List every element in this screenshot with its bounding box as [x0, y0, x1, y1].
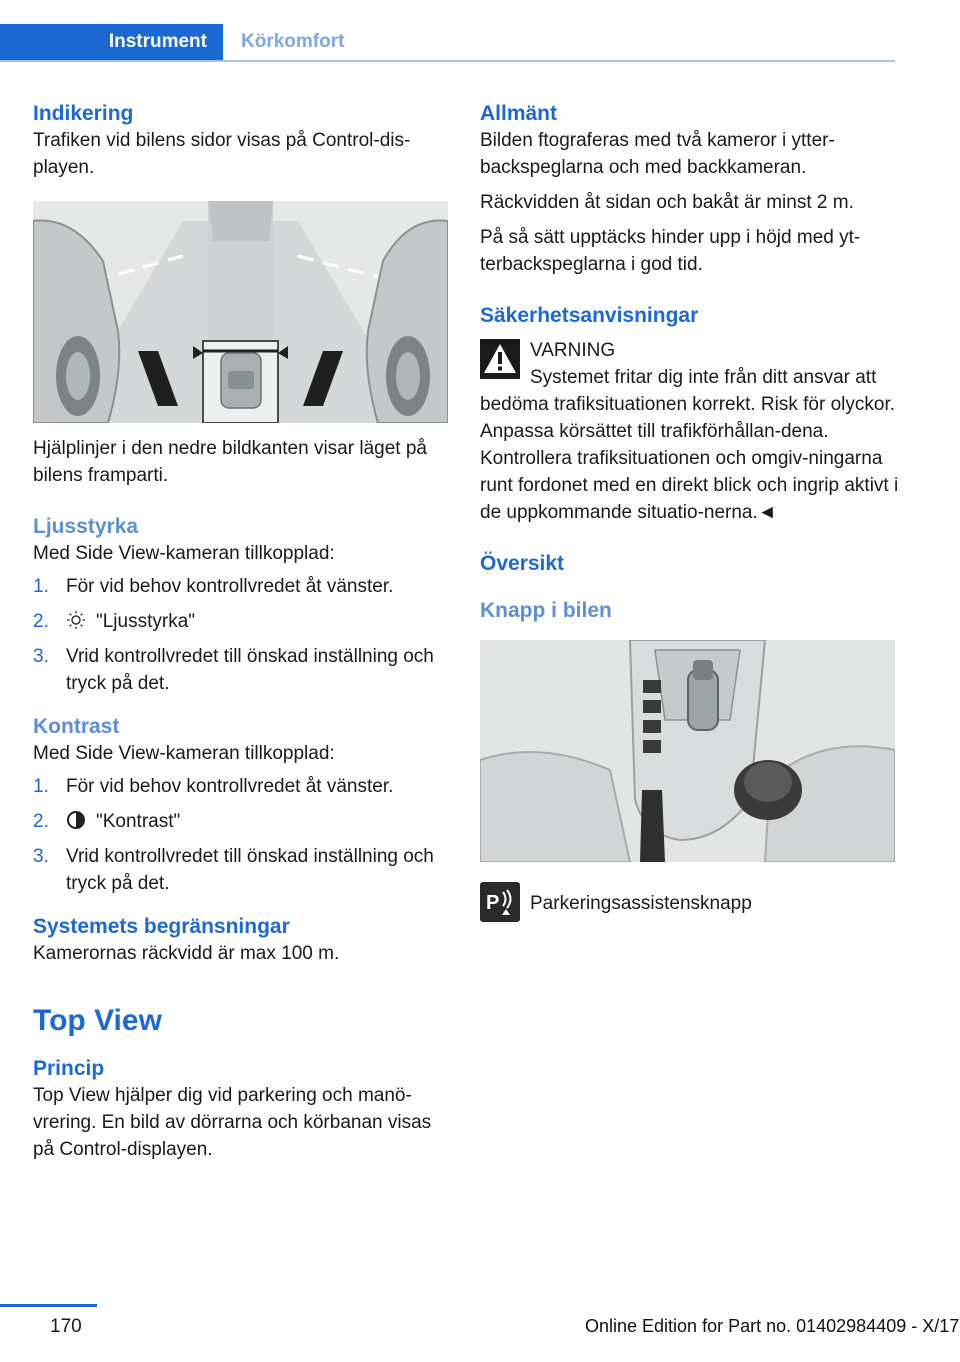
ljusstyrka-intro: Med Side View-kameran tillkopplad:: [33, 543, 335, 564]
console-figure: [480, 640, 895, 862]
brightness-icon: [66, 610, 86, 630]
warning-triangle-icon: [480, 339, 520, 379]
list-item: 1. För vid behov kontrollvredet åt vänster.: [33, 576, 394, 597]
sakerhet-heading: Säkerhetsanvisningar: [480, 304, 699, 327]
list-item: 1. För vid behov kontrollvredet åt vänster.: [33, 776, 394, 797]
oversikt-heading: Översikt: [480, 552, 565, 575]
begransningar-heading: Systemets begränsningar: [33, 915, 290, 938]
footer-divider: [0, 1304, 97, 1307]
ljusstyrka-steps: [33, 573, 448, 697]
top-view-heading: Top View: [33, 1004, 162, 1037]
parking-assistant-button-icon: [480, 882, 520, 922]
princip-heading: Princip: [33, 1057, 105, 1080]
allmant-heading: Allmänt: [480, 102, 558, 125]
header-divider: [0, 60, 895, 62]
list-item: 3. Vrid kontrollvredet till önskad inställning och tryck på det.: [33, 646, 434, 694]
allmant-paragraph-2: Räckvidden åt sidan och bakåt är minst 2 m.: [480, 192, 854, 213]
parking-assist-row: [480, 882, 900, 922]
svg-text:P: P: [486, 892, 500, 914]
princip-text: Top View hjälper dig vid parkering och manö-vrering. En bild av dörrarna och körbanan visas på Control-displayen.: [33, 1085, 432, 1160]
figure-caption: Hjälplinjer i den nedre bildkanten visar läget på bilens framparti.: [33, 438, 427, 486]
kontrast-steps: [33, 773, 448, 897]
indikering-text: Trafiken vid bilens sidor visas på Control-dis-playen.: [33, 130, 411, 178]
right-column: [480, 100, 900, 922]
warning-block: [480, 337, 900, 526]
list-item: 2. "Ljusstyrka": [33, 611, 196, 632]
left-column: [33, 100, 448, 1163]
allmant-paragraph-3: På så sätt upptäcks hinder upp i höjd med yt-terbackspeglarna i god tid.: [480, 227, 861, 275]
page-number: 170: [50, 1316, 82, 1337]
knapp-heading: Knapp i bilen: [480, 599, 612, 622]
list-item: 3. Vrid kontrollvredet till önskad inställning och tryck på det.: [33, 846, 434, 894]
contrast-icon: [66, 810, 86, 830]
online-edition-note: Online Edition for Part no. 01402984409 - X/17: [585, 1316, 960, 1336]
begransningar-text: Kamerornas räckvidd är max 100 m.: [33, 943, 340, 964]
ljusstyrka-heading: Ljusstyrka: [33, 515, 139, 538]
tab-instrument[interactable]: Instrument: [0, 24, 223, 60]
parking-assist-label: Parkeringsassistensknapp: [530, 893, 752, 914]
allmant-paragraph-1: Bilden ftograferas med två kameror i ytter-backspeglarna och med backkameran.: [480, 130, 835, 178]
warning-label: VARNING: [530, 340, 616, 361]
header-tabs: [0, 24, 895, 62]
list-item: 2. "Kontrast": [33, 811, 181, 832]
kontrast-heading: Kontrast: [33, 715, 120, 738]
kontrast-intro: Med Side View-kameran tillkopplad:: [33, 743, 335, 764]
tab-korkomfort[interactable]: Körkomfort: [241, 31, 345, 52]
warning-text: Systemet fritar dig inte från ditt ansvar att bedöma trafiksituationen korrekt. Risk för olyckor. Anpassa körsättet till trafikförhållan-dena. Kontrollera trafiksituationen och omgiv-ningarna runt fordonet med en direkt blick och ingrip aktivt i de uppkommande situatio-nerna.◄: [480, 367, 899, 523]
side-view-figure: [33, 201, 448, 423]
indikering-heading: Indikering: [33, 102, 134, 125]
